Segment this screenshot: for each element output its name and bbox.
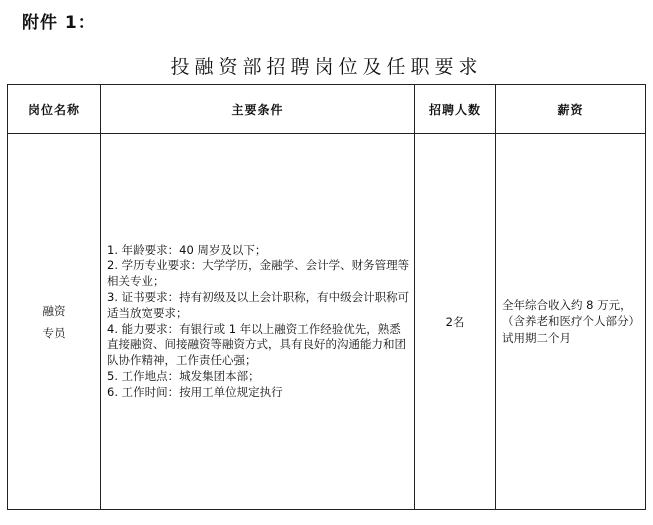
position-name-line: 融资 bbox=[42, 303, 66, 318]
requirement-item: 6. 工作时间：按用工单位规定执行 bbox=[107, 384, 283, 399]
requirement-item: 2. 学历专业要求：大学学历，金融学、会计学、财务管理等相关专业； bbox=[107, 258, 410, 289]
salary-line: 全年综合收入约 8 万元，（含养老和医疗个人部分） bbox=[502, 297, 640, 329]
salary-cell bbox=[496, 134, 646, 510]
requirement-item: 5. 工作地点：城发集团本部； bbox=[107, 368, 260, 383]
probation-line: 试用期二个月 bbox=[502, 330, 571, 345]
requirement-item: 4. 能力要求：有银行或 1 年以上融资工作经验优先，熟悉直接融资、间接融资等融资方式，具有良好的沟通能力和团队协作精神，工作责任心强； bbox=[107, 321, 406, 368]
header-count: 招聘人数 bbox=[415, 85, 496, 134]
requirements-cell bbox=[101, 134, 415, 510]
requirement-item: 3. 证书要求：持有初级及以上会计职称，有中级会计职称可适当放宽要求； bbox=[107, 289, 410, 320]
header-requirements: 主要条件 bbox=[101, 85, 415, 134]
page-title: 投融资部招聘岗位及任职要求 bbox=[170, 56, 483, 78]
header-position: 岗位名称 bbox=[8, 85, 101, 134]
attachment-label: 附件 1： bbox=[22, 13, 96, 33]
table-row bbox=[8, 134, 646, 510]
position-cell bbox=[8, 134, 101, 510]
job-requirements-table bbox=[7, 84, 646, 510]
table-header-row bbox=[8, 85, 646, 134]
count-cell: 2名 bbox=[415, 134, 496, 510]
position-name-line: 专员 bbox=[42, 325, 66, 340]
requirement-item: 1. 年龄要求：40 周岁及以下； bbox=[107, 242, 267, 257]
header-salary: 薪资 bbox=[496, 85, 646, 134]
